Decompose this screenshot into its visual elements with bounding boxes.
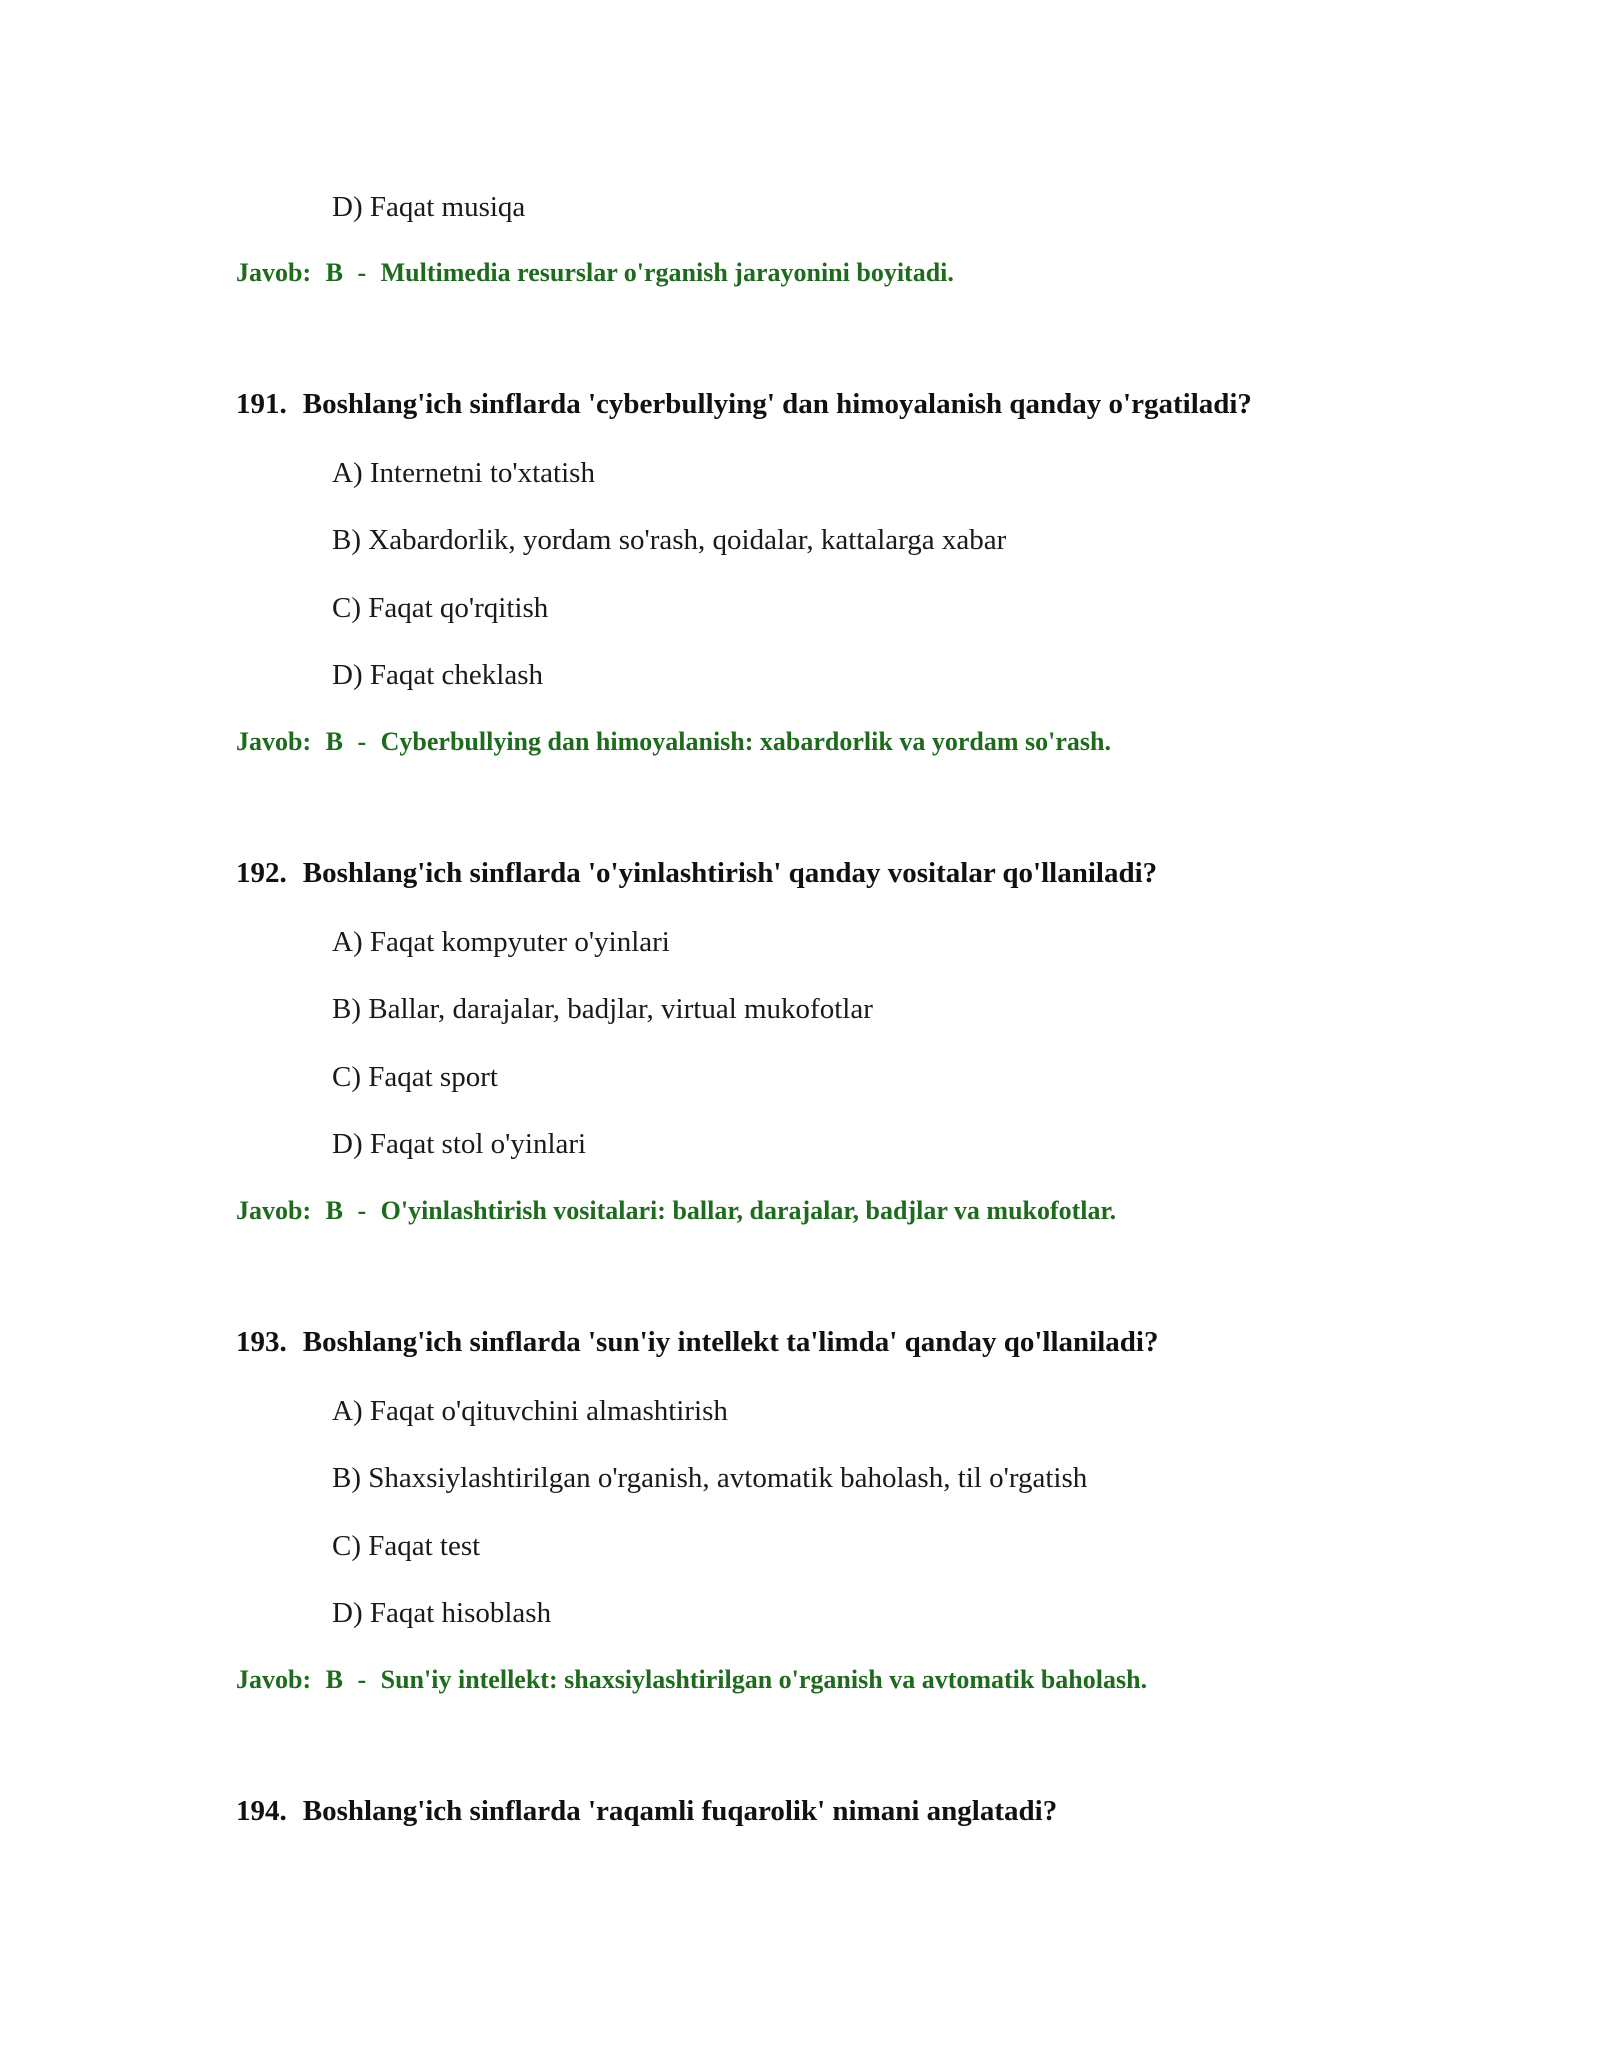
answer-text: Multimedia resurslar o'rganish jarayonini boyitadi.	[380, 258, 954, 287]
answer-label: Javob:	[236, 258, 312, 287]
option-d-192: D) Faqat stol o'yinlari	[332, 1128, 587, 1160]
answer-label: Javob:	[236, 1196, 312, 1225]
option-a-192: A) Faqat kompyuter o'yinlari	[332, 926, 670, 958]
question-191	[236, 390, 1252, 419]
option-d-193: D) Faqat hisoblash	[332, 1597, 552, 1629]
answer-line-192	[236, 1198, 1124, 1224]
option-b-192: B) Ballar, darajalar, badjlar, virtual mukofotlar	[332, 993, 873, 1025]
answer-dash: -	[357, 1665, 367, 1694]
answer-text: O'yinlashtirish vositalari: ballar, darajalar, badjlar va mukofotlar.	[380, 1196, 1117, 1225]
option-c-192: C) Faqat sport	[332, 1061, 498, 1093]
answer-line-191	[236, 729, 1119, 755]
answer-dash: -	[357, 727, 367, 756]
answer-label: Javob:	[236, 727, 312, 756]
option-c-193: C) Faqat test	[332, 1530, 481, 1562]
question-text: Boshlang'ich sinflarda 'raqamli fuqarolik' nimani anglatadi?	[302, 1795, 1058, 1827]
question-text: Boshlang'ich sinflarda 'sun'iy intellekt ta'limda' qanday qo'llaniladi?	[302, 1326, 1159, 1358]
option-d-prev: D) Faqat musiqa	[332, 191, 526, 223]
answer-text: Cyberbullying dan himoyalanish: xabardorlik va yordam so'rash.	[380, 727, 1111, 756]
answer-letter: B	[325, 727, 343, 756]
option-c-191: C) Faqat qo'rqitish	[332, 592, 549, 624]
question-number: 192.	[236, 857, 287, 889]
option-b-191: B) Xabardorlik, yordam so'rash, qoidalar, kattalarga xabar	[332, 524, 1007, 556]
option-d-191: D) Faqat cheklash	[332, 659, 543, 691]
answer-label: Javob:	[236, 1665, 312, 1694]
option-a-191: A) Internetni to'xtatish	[332, 457, 595, 489]
question-number: 191.	[236, 388, 287, 420]
question-192	[236, 859, 1157, 888]
question-text: Boshlang'ich sinflarda 'o'yinlashtirish' qanday vositalar qo'llaniladi?	[302, 857, 1158, 889]
answer-dash: -	[357, 1196, 367, 1225]
answer-text: Sun'iy intellekt: shaxsiylashtirilgan o'rganish va avtomatik baholash.	[380, 1665, 1148, 1694]
answer-letter: B	[325, 258, 343, 287]
question-number: 193.	[236, 1326, 287, 1358]
question-text: Boshlang'ich sinflarda 'cyberbullying' dan himoyalanish qanday o'rgatiladi?	[302, 388, 1252, 420]
answer-letter: B	[325, 1196, 343, 1225]
option-b-193: B) Shaxsiylashtirilgan o'rganish, avtomatik baholash, til o'rgatish	[332, 1462, 1088, 1494]
question-number: 194.	[236, 1795, 287, 1827]
question-193	[236, 1328, 1158, 1357]
question-194	[236, 1797, 1057, 1826]
option-a-193: A) Faqat o'qituvchini almashtirish	[332, 1395, 728, 1427]
answer-dash: -	[357, 258, 367, 287]
answer-line-prev	[236, 260, 962, 286]
answer-line-193	[236, 1667, 1155, 1693]
answer-letter: B	[325, 1665, 343, 1694]
